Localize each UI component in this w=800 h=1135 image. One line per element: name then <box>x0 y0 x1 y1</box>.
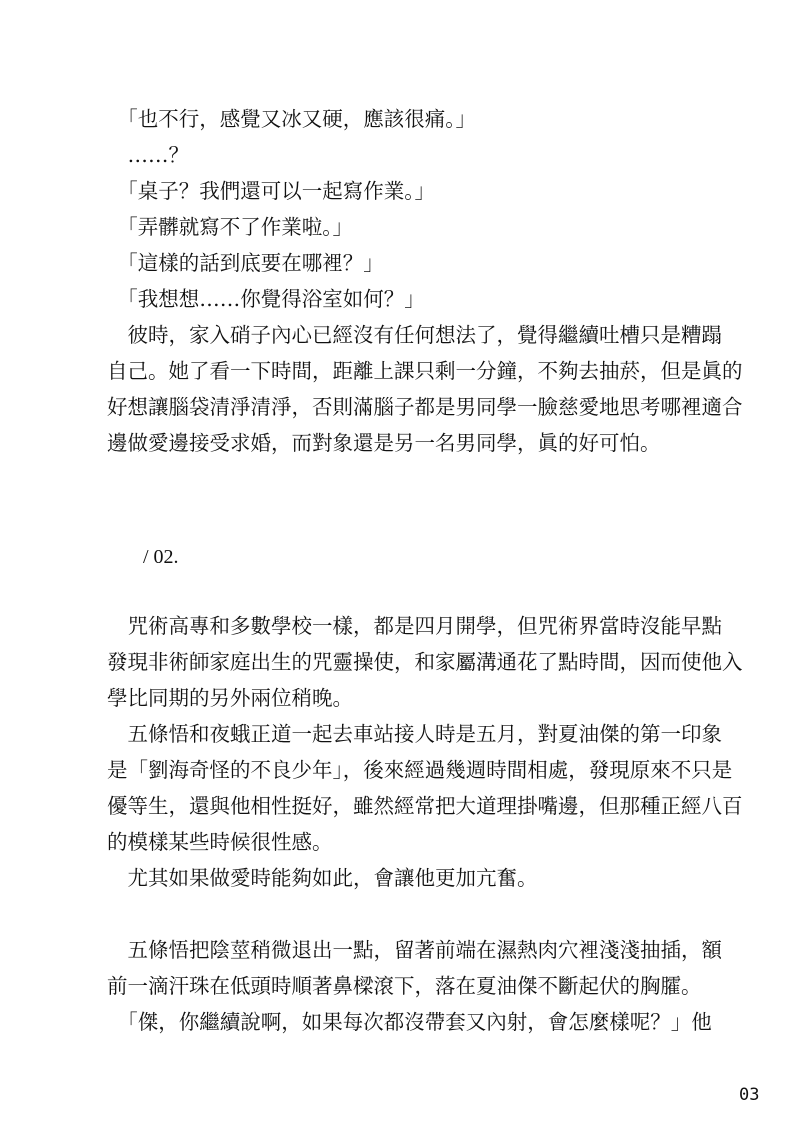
text-line: 「傑，你繼續說啊，如果每次都沒帶套又內射，會怎麼樣呢？」他 <box>107 1010 712 1034</box>
text-line: 尤其如果做愛時能夠如此，會讓他更加亢奮。 <box>107 866 538 890</box>
text-line: ……？ <box>107 143 189 167</box>
text-line: 是「劉海奇怪的不良少年」，後來經過幾週時間相處，發現原來不只是 <box>107 758 733 782</box>
text-line: 發現非術師家庭出生的咒靈操使，和家屬溝通花了點時間，因而使他入 <box>107 650 743 674</box>
text-line: 「我想想……你覺得浴室如何？」 <box>107 287 425 311</box>
text-line: 「弄髒就寫不了作業啦。」 <box>107 215 353 239</box>
text-line: 的模樣某些時候很性感。 <box>107 830 333 854</box>
text-line: 優等生，還與他相性挺好，雖然經常把大道理掛嘴邊，但那種正經八百 <box>107 794 743 818</box>
text-line: 「也不行，感覺又冰又硬，應該很痛。」 <box>107 107 476 131</box>
text-line: 學比同期的另外兩位稍晚。 <box>107 686 353 710</box>
text-line: 「這樣的話到底要在哪裡？」 <box>107 251 384 275</box>
text-line: 彼時，家入硝子內心已經沒有任何想法了，覺得繼續吐槽只是糟蹋 <box>107 323 722 347</box>
text-line: 邊做愛邊接受求婚，而對象還是另一名男同學，眞的好可怕。 <box>107 431 661 455</box>
section-heading: / 02. <box>143 546 179 568</box>
page-number: 03 <box>739 1085 760 1105</box>
text-line: 五條悟把陰莖稍微退出一點，留著前端在濕熱肉穴裡淺淺抽插，額 <box>107 938 722 962</box>
text-line: 咒術高專和多數學校一樣，都是四月開學，但咒術界當時沒能早點 <box>107 614 722 638</box>
text-line: 好想讓腦袋清淨清淨，否則滿腦子都是男同學一臉慈愛地思考哪裡適合 <box>107 395 743 419</box>
text-line: 自己。她了看一下時間，距離上課只剩一分鐘，不夠去抽菸，但是眞的 <box>107 359 743 383</box>
text-line: 五條悟和夜蛾正道一起去車站接人時是五月，對夏油傑的第一印象 <box>107 722 722 746</box>
text-line: 「桌子？我們還可以一起寫作業。」 <box>107 179 435 203</box>
text-line: 前一滴汗珠在低頭時順著鼻樑滾下，落在夏油傑不斷起伏的胸臛。 <box>107 974 702 998</box>
